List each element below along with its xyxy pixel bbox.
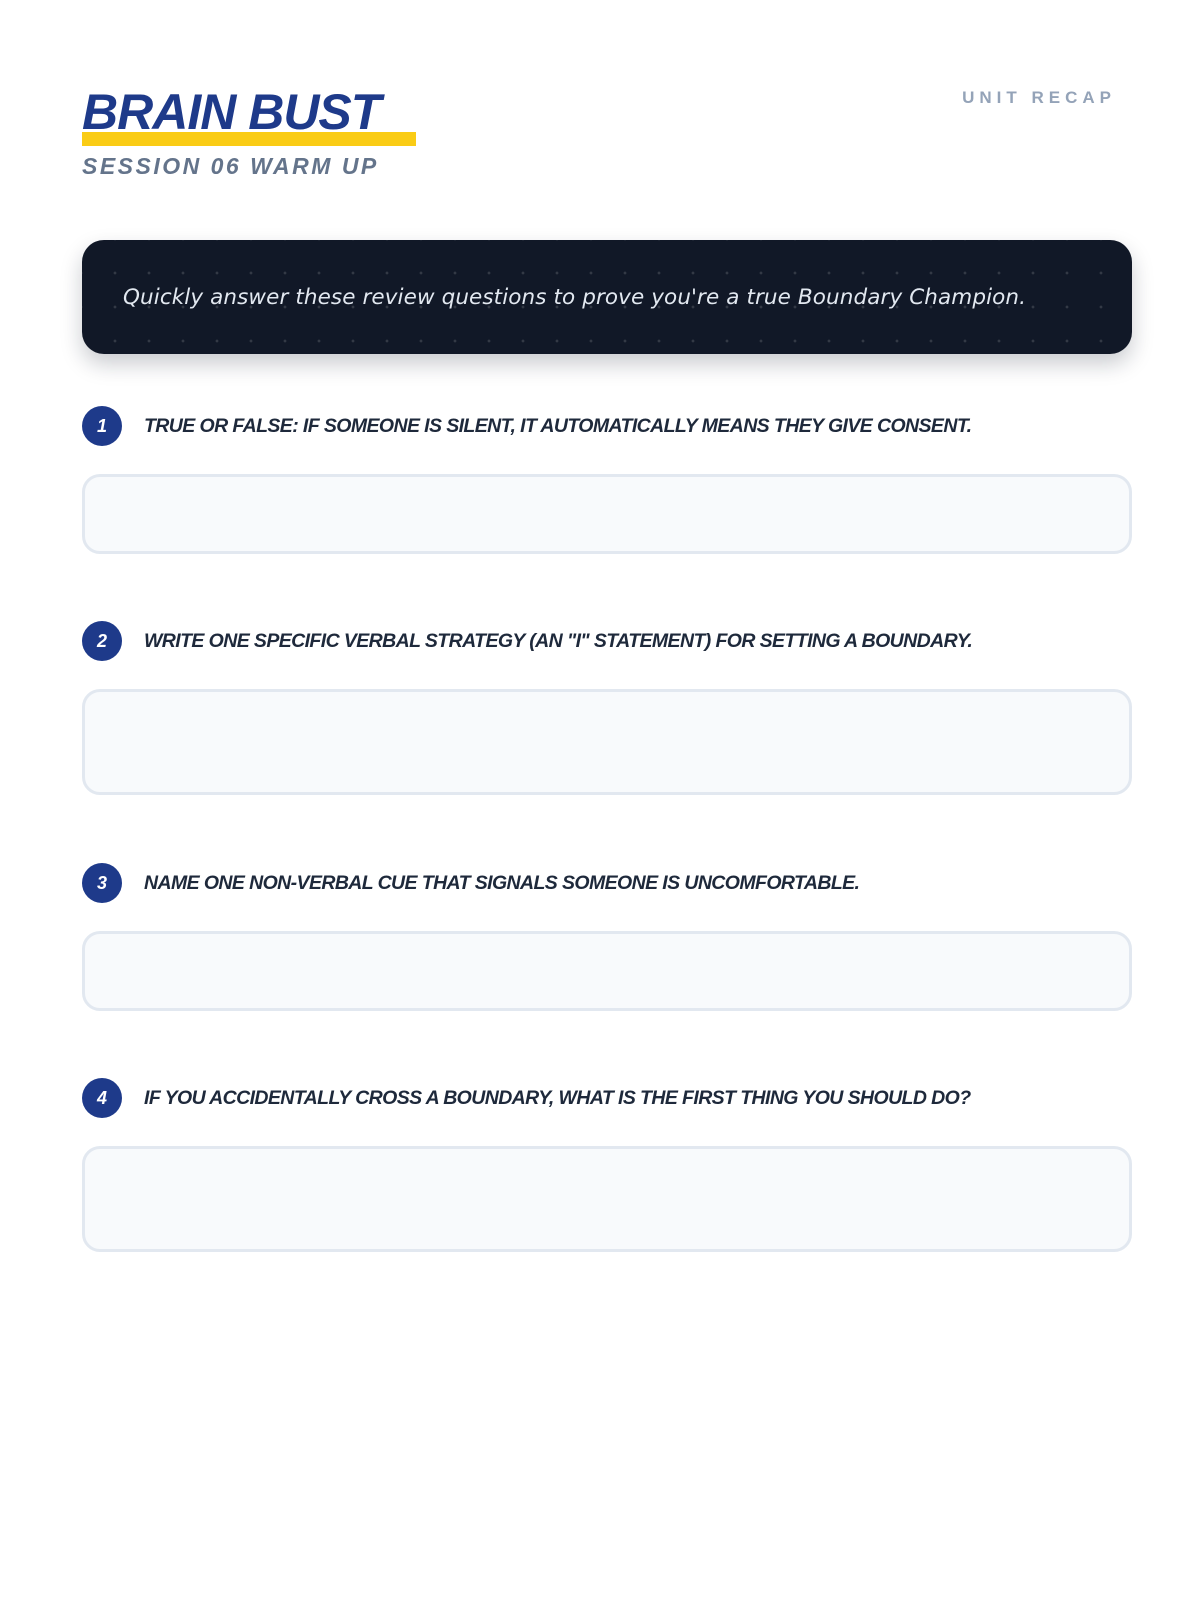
question-1 xyxy=(82,406,1132,554)
intro-banner xyxy=(82,240,1132,354)
question-4 xyxy=(82,1078,1132,1252)
page-subtitle: SESSION 06 WARM UP xyxy=(82,153,379,179)
answer-field-2[interactable] xyxy=(82,689,1132,795)
question-number-badge: 1 xyxy=(82,406,122,446)
answer-field-4[interactable] xyxy=(82,1146,1132,1252)
question-header xyxy=(82,621,1132,661)
question-text: IF YOU ACCIDENTALLY CROSS A BOUNDARY, WHAT IS THE FIRST THING YOU SHOULD DO? xyxy=(144,1086,971,1109)
question-2 xyxy=(82,621,1132,795)
question-header xyxy=(82,406,1132,446)
question-text: TRUE OR FALSE: IF SOMEONE IS SILENT, IT AUTOMATICALLY MEANS THEY GIVE CONSENT. xyxy=(144,414,972,437)
intro-text: Quickly answer these review questions to prove you're a true Boundary Champion. xyxy=(123,284,1027,310)
brand-block xyxy=(82,82,384,142)
answer-field-1[interactable] xyxy=(82,474,1132,554)
page-title: BRAIN BUST xyxy=(82,84,381,140)
question-number-badge: 4 xyxy=(82,1078,122,1118)
question-header xyxy=(82,863,1132,903)
question-header xyxy=(82,1078,1132,1118)
question-text: WRITE ONE SPECIFIC VERBAL STRATEGY (AN "I" STATEMENT) FOR SETTING A BOUNDARY. xyxy=(144,629,973,652)
answer-field-3[interactable] xyxy=(82,931,1132,1011)
unit-label: UNIT RECAP xyxy=(962,88,1116,107)
question-text: NAME ONE NON-VERBAL CUE THAT SIGNALS SOMEONE IS UNCOMFORTABLE. xyxy=(144,871,860,894)
question-number-badge: 3 xyxy=(82,863,122,903)
question-3 xyxy=(82,863,1132,1011)
question-number-badge: 2 xyxy=(82,621,122,661)
